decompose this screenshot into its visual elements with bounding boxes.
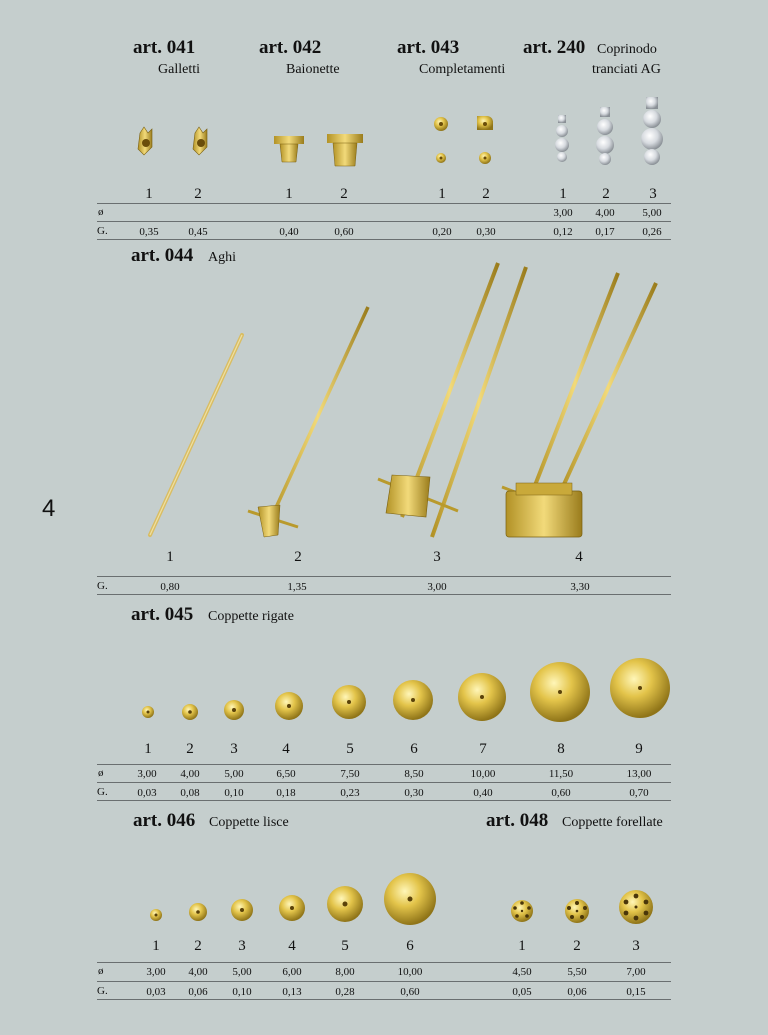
art-045-g-6: 0,30	[404, 787, 424, 799]
table-1-diameter-label: ø	[98, 206, 104, 218]
ago-2	[248, 307, 368, 537]
art-046-code: art. 046	[133, 810, 196, 831]
coppetta-rigata-9	[610, 658, 670, 718]
table-1-line-bottom	[97, 239, 671, 240]
art-043-g-2: 0,30	[476, 226, 496, 238]
coppetta-rigata-3	[224, 700, 244, 720]
art-044-item-3: 3	[433, 549, 441, 565]
art-046-item-1: 1	[152, 938, 160, 954]
art-045-d-6: 8,50	[404, 768, 424, 780]
art-042-g-2: 0,60	[334, 226, 354, 238]
art-046-name: Coppette lisce	[209, 815, 289, 830]
art-048-name: Coppette forellate	[562, 815, 663, 830]
ago-1	[150, 335, 242, 535]
table-1-weight-label: G.	[97, 225, 108, 237]
baionette-images	[270, 132, 370, 172]
table-4-line-bottom	[97, 999, 671, 1000]
art-044-g-1: 0,80	[160, 581, 180, 593]
art-044-g-4: 3,30	[570, 581, 590, 593]
table-4-line-top	[97, 962, 671, 963]
art-042-code: art. 042	[259, 37, 322, 58]
art-240-g-2: 0,17	[595, 226, 615, 238]
coppetta-rigata-7	[458, 673, 506, 721]
coppetta-rigata-1	[142, 706, 154, 718]
galletti-images	[130, 125, 220, 175]
art-043-name: Completamenti	[419, 62, 506, 77]
art-046-d-3: 5,00	[232, 966, 252, 978]
art-045-g-7: 0,40	[473, 787, 493, 799]
art-240-d-2: 4,00	[595, 207, 615, 219]
art-044-g-2: 1,35	[287, 581, 307, 593]
art-048-d-1: 4,50	[512, 966, 532, 978]
art-041-item-1: 1	[145, 186, 153, 202]
art-046-g-4: 0,13	[282, 986, 302, 998]
art-045-d-1: 3,00	[137, 768, 157, 780]
art-046-d-4: 6,00	[282, 966, 302, 978]
art-045-item-2: 2	[186, 741, 194, 757]
art-048-g-3: 0,15	[626, 986, 646, 998]
art-045-g-8: 0,60	[551, 787, 571, 799]
table-4-line-mid	[97, 981, 671, 982]
art-045-item-4: 4	[282, 741, 290, 757]
table-2-weight-label: G.	[97, 580, 108, 592]
coppetta-liscia-4	[279, 895, 305, 921]
art-048-g-1: 0,05	[512, 986, 532, 998]
art-240-code: art. 240	[523, 37, 586, 58]
table-3-line-top	[97, 764, 671, 765]
art-044-item-2: 2	[294, 549, 302, 565]
art-045-d-9: 13,00	[626, 768, 652, 780]
art-048-item-1: 1	[518, 938, 526, 954]
art-240-name-line2: tranciati AG	[592, 62, 661, 77]
art-044-name: Aghi	[208, 250, 236, 265]
ago-4	[502, 273, 656, 537]
coppette-rigate-images	[130, 655, 680, 735]
art-048-d-3: 7,00	[626, 966, 646, 978]
art-045-code: art. 045	[131, 604, 194, 625]
art-046-d-5: 8,00	[335, 966, 355, 978]
baionetta-2	[327, 134, 363, 166]
art-045-name: Coppette rigate	[208, 609, 294, 624]
art-046-g-6: 0,60	[400, 986, 420, 998]
art-042-item-2: 2	[340, 186, 348, 202]
art-041-code: art. 041	[133, 37, 196, 58]
art-043-item-2: 2	[482, 186, 490, 202]
baionetta-1	[274, 136, 304, 162]
art-045-g-4: 0,18	[276, 787, 296, 799]
art-240-g-3: 0,26	[642, 226, 662, 238]
coprinodo-3	[641, 97, 663, 165]
art-042-name: Baionette	[286, 62, 340, 77]
art-045-g-5: 0,23	[340, 787, 360, 799]
coppetta-liscia-1	[150, 909, 162, 921]
art-046-item-4: 4	[288, 938, 296, 954]
art-041-item-2: 2	[194, 186, 202, 202]
coppette-forellate-images	[500, 885, 660, 935]
coppetta-rigata-2	[182, 704, 198, 720]
art-048-item-3: 3	[632, 938, 640, 954]
art-045-item-8: 8	[557, 741, 565, 757]
art-045-item-9: 9	[635, 741, 643, 757]
table-2-line-bottom	[97, 594, 671, 595]
art-044-g-3: 3,00	[427, 581, 447, 593]
coppetta-liscia-2	[189, 903, 207, 921]
art-046-d-1: 3,00	[146, 966, 166, 978]
art-041-g-1: 0,35	[139, 226, 159, 238]
art-043-g-1: 0,20	[432, 226, 452, 238]
table-3-diameter-label: ø	[98, 767, 104, 779]
art-042-g-1: 0,40	[279, 226, 299, 238]
galletto-1	[138, 127, 152, 155]
art-046-g-5: 0,28	[335, 986, 355, 998]
art-045-g-3: 0,10	[224, 787, 244, 799]
coprinodo-images	[545, 95, 675, 175]
art-042-item-1: 1	[285, 186, 293, 202]
art-046-g-1: 0,03	[146, 986, 166, 998]
art-045-d-3: 5,00	[224, 768, 244, 780]
art-046-item-6: 6	[406, 938, 414, 954]
art-240-name-line1: Coprinodo	[597, 42, 657, 57]
table-3-line-bottom	[97, 800, 671, 801]
art-045-item-3: 3	[230, 741, 238, 757]
art-045-g-9: 0,70	[629, 787, 649, 799]
art-045-g-2: 0,08	[180, 787, 200, 799]
table-3-line-mid	[97, 782, 671, 783]
art-046-item-2: 2	[194, 938, 202, 954]
art-048-code: art. 048	[486, 810, 549, 831]
art-041-g-2: 0,45	[188, 226, 208, 238]
table-4-diameter-label: ø	[98, 965, 104, 977]
art-045-d-4: 6,50	[276, 768, 296, 780]
coppetta-liscia-3	[231, 899, 253, 921]
table-1-line-top	[97, 203, 671, 204]
coppetta-liscia-5	[327, 886, 363, 922]
table-4-weight-label: G.	[97, 985, 108, 997]
coprinodo-1	[555, 115, 569, 162]
aghi-images	[140, 255, 680, 545]
art-046-g-2: 0,06	[188, 986, 208, 998]
page-number: 4	[42, 495, 56, 522]
art-240-d-1: 3,00	[553, 207, 573, 219]
table-2-line-top	[97, 576, 671, 577]
coprinodo-2	[596, 107, 614, 165]
coppetta-rigata-5	[332, 685, 366, 719]
art-044-item-4: 4	[575, 549, 583, 565]
art-043-code: art. 043	[397, 37, 460, 58]
coppetta-forellata-2	[565, 899, 589, 923]
coppetta-forellata-3	[619, 890, 653, 924]
art-045-d-8: 11,50	[548, 768, 574, 780]
art-044-code: art. 044	[131, 245, 194, 266]
art-046-d-6: 10,00	[397, 966, 423, 978]
art-048-item-2: 2	[573, 938, 581, 954]
art-046-g-3: 0,10	[232, 986, 252, 998]
art-240-g-1: 0,12	[553, 226, 573, 238]
art-045-d-5: 7,50	[340, 768, 360, 780]
art-046-item-3: 3	[238, 938, 246, 954]
art-045-d-7: 10,00	[470, 768, 496, 780]
art-046-d-2: 4,00	[188, 966, 208, 978]
art-043-item-1: 1	[438, 186, 446, 202]
art-048-g-2: 0,06	[567, 986, 587, 998]
art-240-item-3: 3	[649, 186, 657, 202]
coppetta-rigata-4	[275, 692, 303, 720]
table-3-weight-label: G.	[97, 786, 108, 798]
art-240-item-1: 1	[559, 186, 567, 202]
art-045-d-2: 4,00	[180, 768, 200, 780]
coppetta-forellata-1	[511, 900, 533, 922]
galletto-2	[193, 127, 207, 155]
art-045-item-6: 6	[410, 741, 418, 757]
art-048-d-2: 5,50	[567, 966, 587, 978]
coppetta-rigata-6	[393, 680, 433, 720]
art-045-item-7: 7	[479, 741, 487, 757]
art-240-item-2: 2	[602, 186, 610, 202]
coppetta-rigata-8	[530, 662, 590, 722]
art-240-d-3: 5,00	[642, 207, 662, 219]
table-1-line-mid	[97, 221, 671, 222]
art-041-name: Galletti	[158, 62, 200, 77]
coppette-lisce-images	[140, 865, 440, 935]
art-046-item-5: 5	[341, 938, 349, 954]
art-045-item-1: 1	[144, 741, 152, 757]
coppetta-liscia-6	[384, 873, 436, 925]
ago-3	[378, 263, 526, 537]
completamenti-images	[425, 112, 505, 172]
art-045-g-1: 0,03	[137, 787, 157, 799]
art-045-item-5: 5	[346, 741, 354, 757]
art-044-item-1: 1	[166, 549, 174, 565]
